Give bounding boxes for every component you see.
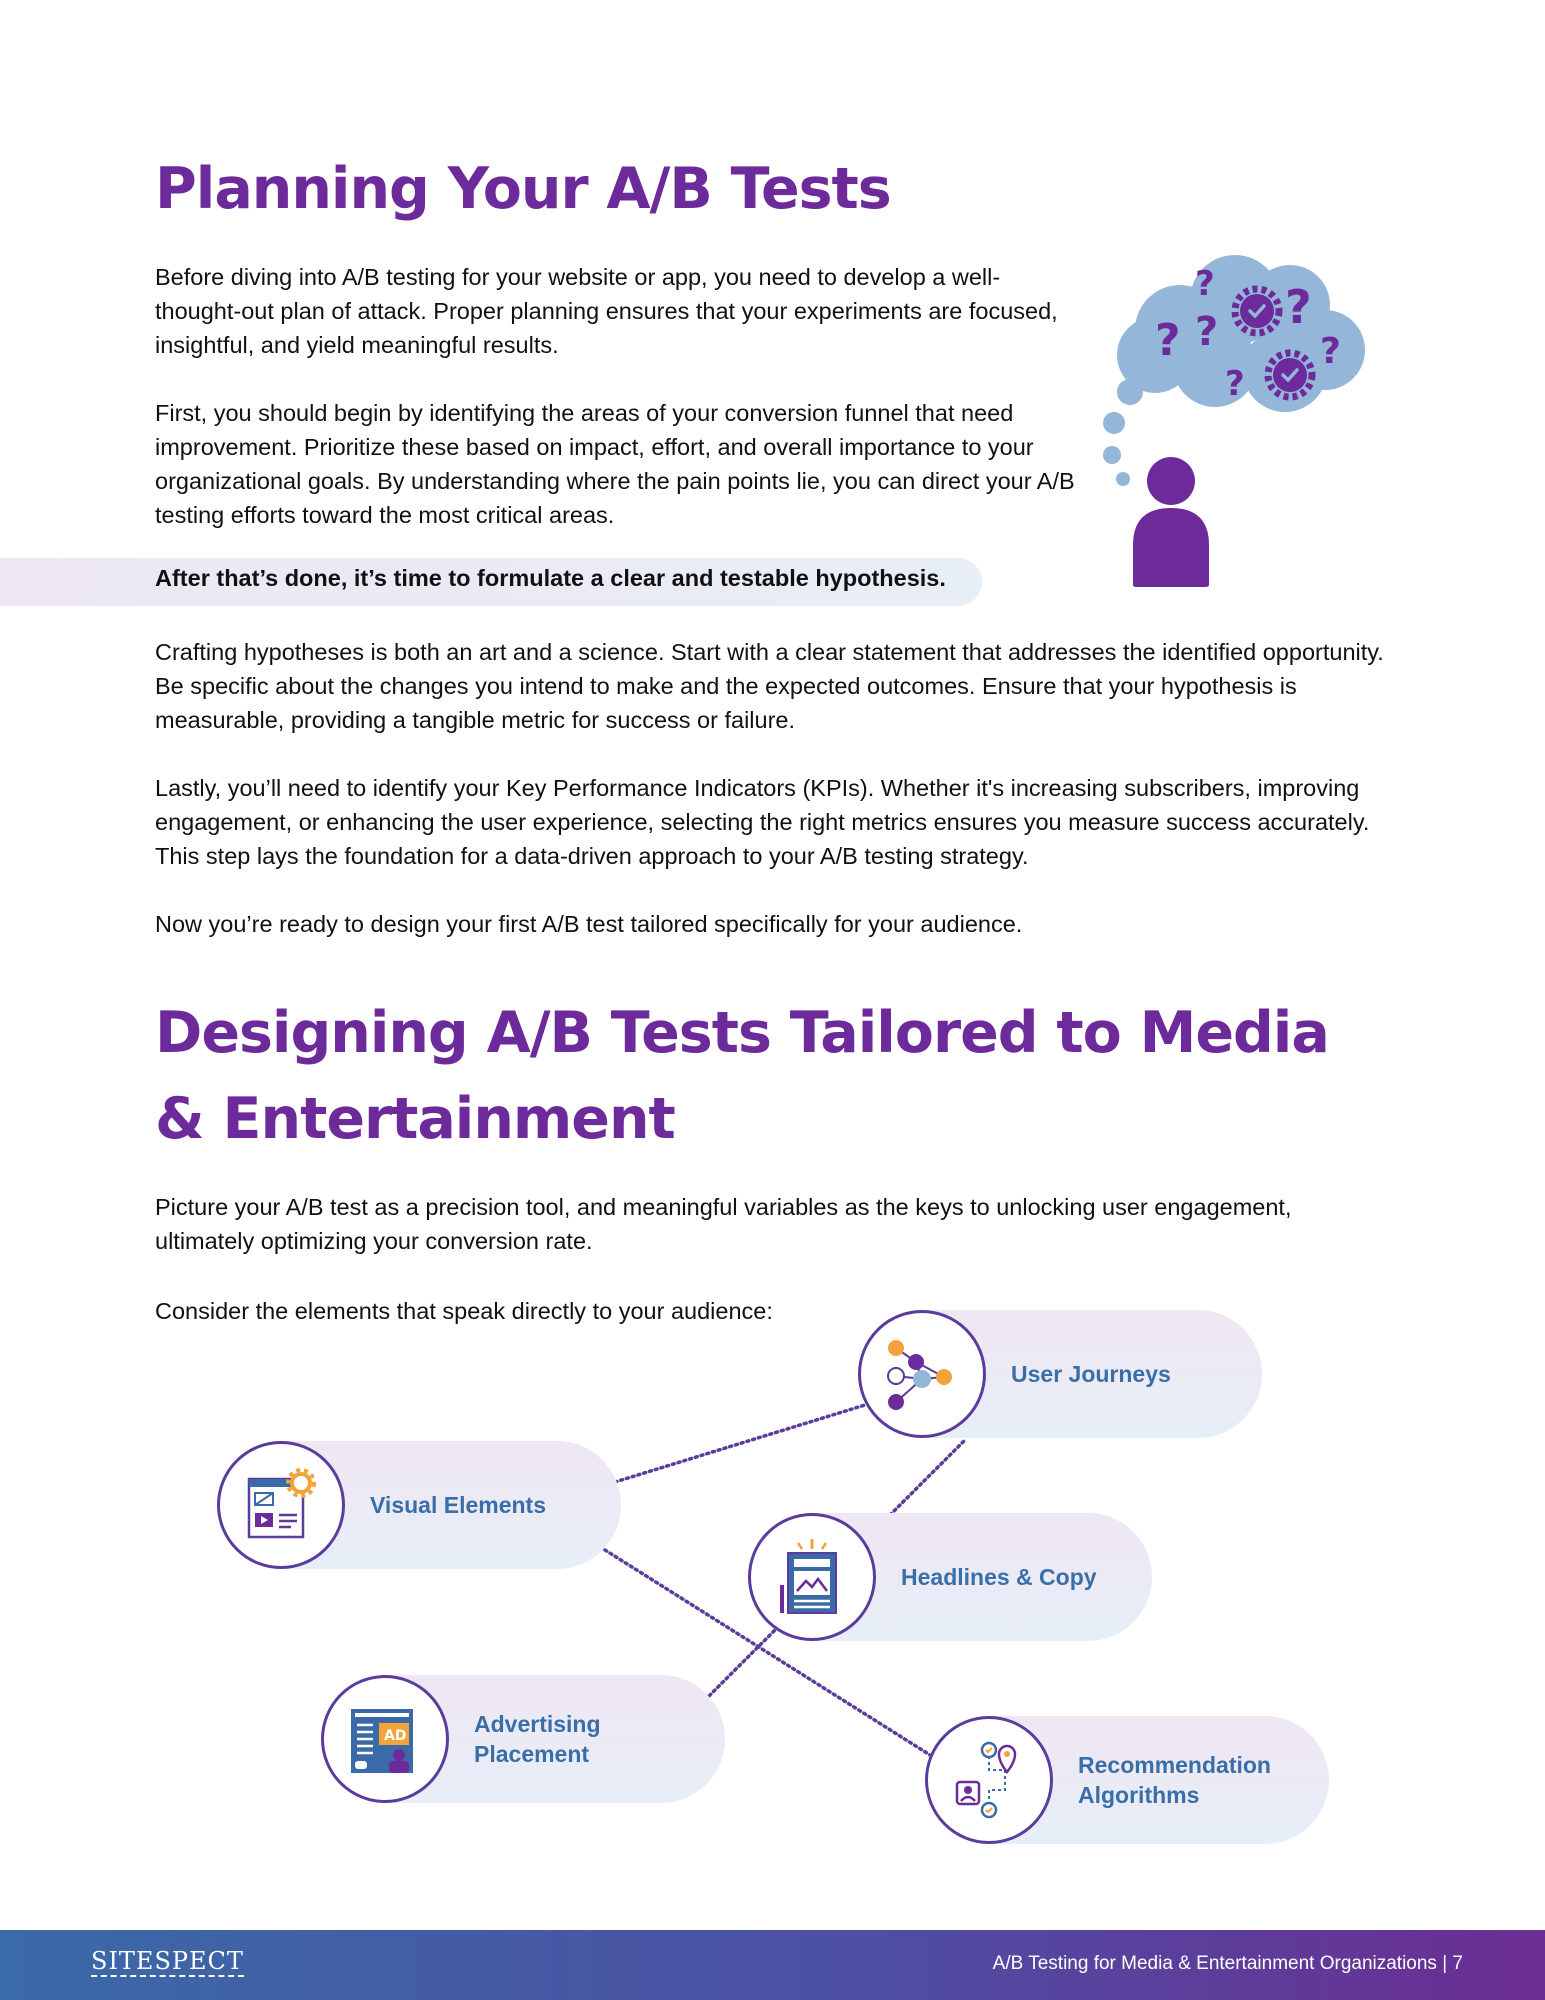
node-visual-elements bbox=[217, 1441, 621, 1569]
svg-text:?: ? bbox=[1225, 364, 1245, 404]
svg-text:?: ? bbox=[1155, 315, 1181, 366]
footer-text: A/B Testing for Media & Entertainment Organizations | 7 bbox=[992, 1953, 1463, 1974]
node-circle bbox=[748, 1513, 876, 1641]
node-circle bbox=[925, 1716, 1053, 1844]
user-path-icon bbox=[949, 1740, 1029, 1820]
connector-headlines-to-journeys bbox=[890, 1440, 965, 1515]
node-circle bbox=[321, 1675, 449, 1803]
node-advertising-placement bbox=[321, 1675, 725, 1803]
node-circle bbox=[858, 1310, 986, 1438]
kpi-paragraph: Lastly, you’ll need to identify your Key Performance Indicators (KPIs). Whether it's increasing subscribers, improving engagement, or enhancing the user experience, selecting the right metrics ensures you measure success accurately. This step lays the foundation for a data-driven approach to your A/B testing strategy. bbox=[155, 775, 1370, 869]
sitespect-logo: SITESPECT bbox=[91, 1947, 244, 1975]
consider-paragraph: Consider the elements that speak directly to your audience: bbox=[155, 1298, 773, 1324]
ad-board-icon bbox=[345, 1699, 425, 1779]
highlight-text: After that’s done, it’s time to formulate a clear and testable hypothesis. bbox=[155, 565, 946, 591]
webpage-gear-icon bbox=[241, 1465, 321, 1545]
connector-visual-to-journeys bbox=[615, 1405, 865, 1482]
newspaper-icon bbox=[772, 1537, 852, 1617]
svg-text:?: ? bbox=[1320, 331, 1341, 372]
network-nodes-icon bbox=[882, 1334, 962, 1414]
svg-text:?: ? bbox=[1285, 280, 1312, 334]
page-footer bbox=[0, 1930, 1545, 2000]
precision-paragraph: Picture your A/B test as a precision tool, and meaningful variables as the keys to unlocking user engagement, ultimately optimizing your conversion rate. bbox=[155, 1194, 1292, 1254]
node-label: User Journeys bbox=[1011, 1361, 1171, 1387]
intro-paragraph: Before diving into A/B testing for your website or app, you need to develop a well-thought-out plan of attack. Proper planning ensures that your experiments are focused, insightful, and yield meaningful results. bbox=[155, 264, 1058, 358]
node-label: Headlines & Copy bbox=[901, 1564, 1097, 1590]
page-title: Planning Your A/B Tests bbox=[155, 156, 891, 222]
node-recommendation-algorithms bbox=[925, 1716, 1329, 1844]
node-label: Advertising Placement bbox=[474, 1711, 601, 1767]
svg-text:?: ? bbox=[1195, 264, 1215, 304]
ready-paragraph: Now you’re ready to design your first A/B test tailored specifically for your audience. bbox=[155, 911, 1023, 937]
connector-advertising-to-headlines bbox=[705, 1630, 775, 1700]
node-circle bbox=[217, 1441, 345, 1569]
svg-text:AD: AD bbox=[384, 1728, 407, 1744]
svg-text:?: ? bbox=[1195, 309, 1219, 355]
hypothesis-paragraph: Crafting hypotheses is both an art and a science. Start with a clear statement that addresses the identified opportunity. Be specific about the changes you intend to make and the expected outcomes. Ensure that your hypothesis is measurable, providing a tangible metric for success or failure. bbox=[155, 639, 1384, 733]
funnel-paragraph: First, you should begin by identifying the areas of your conversion funnel that need improvement. Prioritize these based on impact, effort, and overall importance to your organizational goals. By understanding where the pain points lie, you can direct your A/B testing efforts toward the most critical areas. bbox=[155, 400, 1075, 528]
node-label: Recommendation Algorithms bbox=[1078, 1752, 1271, 1808]
node-user-journeys bbox=[858, 1310, 1262, 1438]
node-label: Visual Elements bbox=[370, 1492, 546, 1518]
section-title: Designing A/B Tests Tailored to Media & Entertainment bbox=[155, 1000, 1329, 1152]
node-headlines-copy bbox=[748, 1513, 1152, 1641]
